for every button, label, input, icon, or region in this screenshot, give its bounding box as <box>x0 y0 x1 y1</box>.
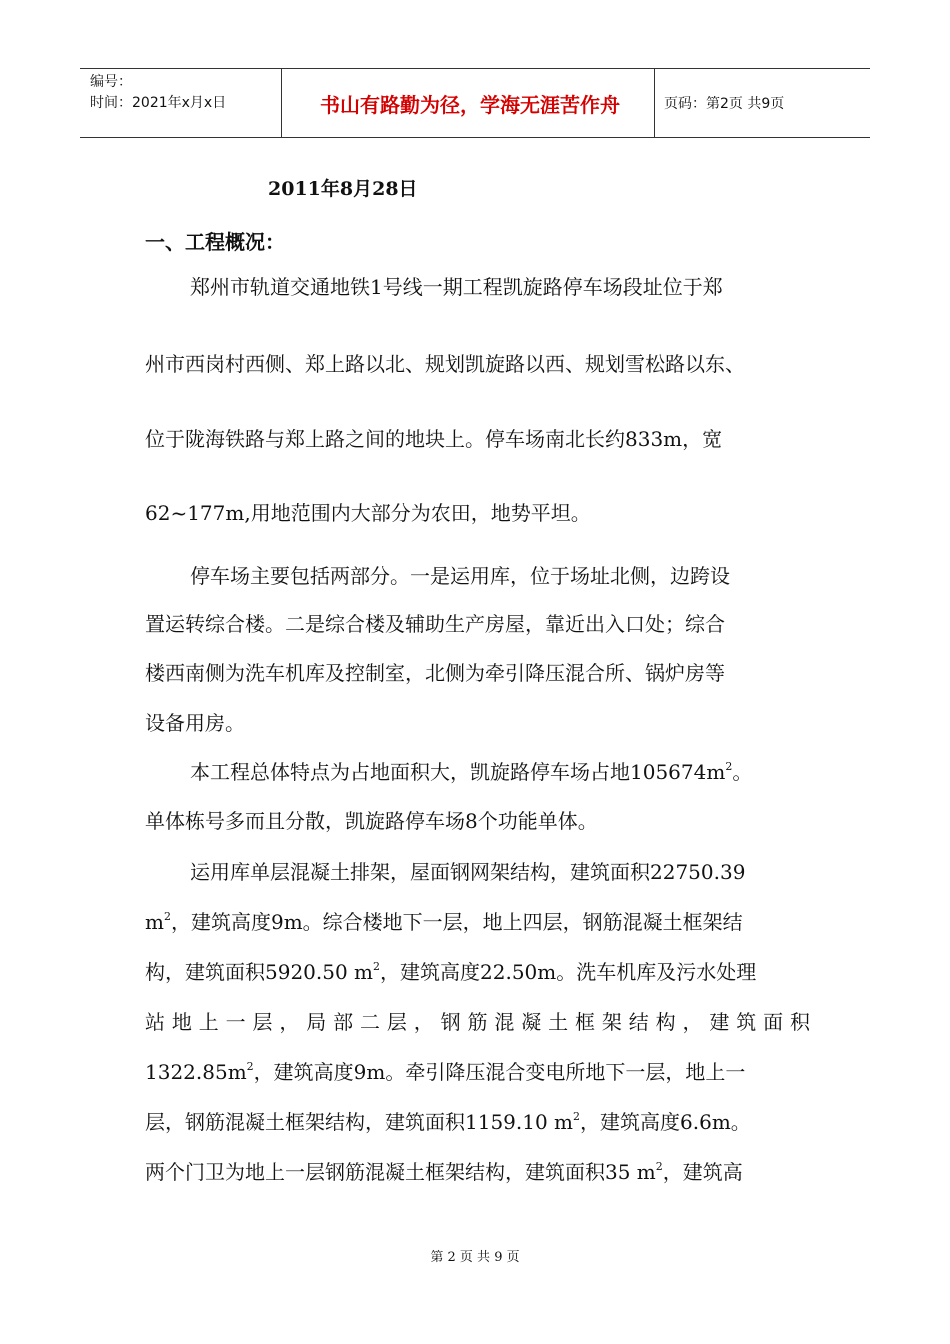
paragraph-line <box>145 906 810 935</box>
paragraph-line: 62~177m,用地范围内大部分为农田，地势平坦。 <box>145 501 591 525</box>
line-text: m <box>145 910 164 934</box>
header-meta <box>90 72 226 114</box>
paragraph-line <box>145 956 810 985</box>
superscript: 2 <box>163 910 171 923</box>
paragraph-line <box>190 756 810 785</box>
paragraph-line: 置运转综合楼。二是综合楼及辅助生产房屋，靠近出入口处；综合 <box>145 612 725 636</box>
header-motto: 书山有路勤为径，学海无涯苦作舟 <box>320 92 620 117</box>
header-time: 时间：2021年x月x日 <box>90 95 227 111</box>
paragraph-line: 停车场主要包括两部分。一是运用库，位于场址北侧，边跨设 <box>190 564 730 588</box>
paragraph-line: 位于陇海铁路与郑上路之间的地块上。停车场南北长约833m，宽 <box>145 427 723 451</box>
paragraph-line: 州市西岗村西侧、郑上路以北、规划凯旋路以西、规划雪松路以东、 <box>145 352 745 376</box>
paragraph-line: 站地上一层，局部二层，钢筋混凝土框架结构，建筑面积 <box>145 1010 810 1034</box>
paragraph-line: 郑州市轨道交通地铁1号线一期工程凯旋路停车场段址位于郑 <box>190 275 723 299</box>
paragraph-line: 运用库单层混凝土排架，屋面钢网架结构，建筑面积22750.39 <box>190 860 746 884</box>
line-text: 两个门卫为地上一层钢筋混凝土框架结构，建筑面积35 m <box>145 1160 656 1184</box>
paragraph-line: 单体栋号多而且分散，凯旋路停车场8个功能单体。 <box>145 809 598 833</box>
line-text: ，建筑高度6.6m。 <box>580 1110 751 1134</box>
superscript: 2 <box>655 1160 663 1173</box>
paragraph-line <box>145 1056 810 1085</box>
paragraph-line: 楼西南侧为洗车机库及控制室，北侧为牵引降压混合所、锅炉房等 <box>145 661 725 685</box>
header-divider <box>281 69 282 137</box>
superscript: 2 <box>246 1060 254 1073</box>
paragraph-line <box>145 1156 810 1185</box>
line-text: ，建筑高 <box>662 1160 743 1184</box>
line-text: 层，钢筋混凝土框架结构，建筑面积1159.10 m <box>145 1110 574 1134</box>
superscript: 2 <box>373 960 381 973</box>
document-date: 2011年8月28日 <box>268 178 418 200</box>
line-text: ，建筑高度22.50m。洗车机库及污水处理 <box>380 960 757 984</box>
line-text: ，建筑高度9m。牵引降压混合变电所地下一层，地上一 <box>253 1060 746 1084</box>
paragraph-line <box>145 1106 810 1135</box>
superscript: 2 <box>725 760 733 773</box>
line-text: ，建筑高度9m。综合楼地下一层，地上四层，钢筋混凝土框架结 <box>170 910 743 934</box>
page-header <box>80 68 870 138</box>
line-text: 。 <box>732 760 753 784</box>
section-heading: 一、工程概况： <box>145 230 285 254</box>
page-footer: 第 2 页 共 9 页 <box>430 1250 520 1265</box>
paragraph-line: 设备用房。 <box>145 711 245 735</box>
line-text: 构，建筑面积5920.50 m <box>145 960 374 984</box>
line-text: 1322.85m <box>145 1060 247 1084</box>
header-number: 编号： <box>90 74 132 90</box>
line-text: 本工程总体特点为占地面积大，凯旋路停车场占地105674m <box>190 760 726 784</box>
superscript: 2 <box>573 1110 581 1123</box>
header-page-info: 页码：第2页 共9页 <box>664 96 785 112</box>
